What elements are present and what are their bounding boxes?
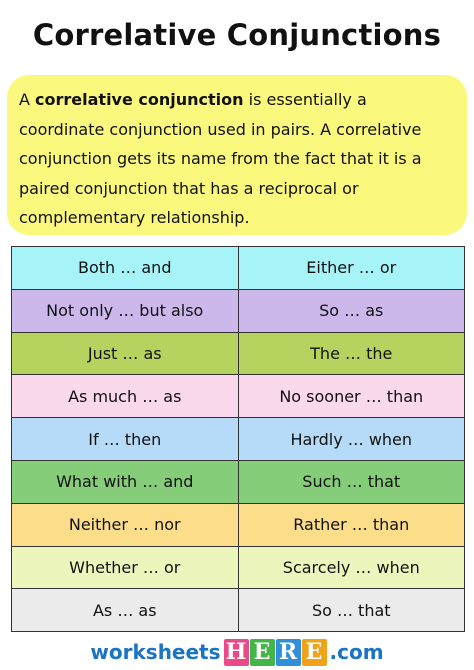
conjunction-table xyxy=(11,246,465,632)
table-row xyxy=(12,589,464,631)
conjunction-pair-left: If … then xyxy=(12,418,239,460)
table-row xyxy=(12,504,464,547)
brand-letters xyxy=(224,639,328,666)
conjunction-pair-left: Just … as xyxy=(12,333,239,375)
brand-prefix: worksheets xyxy=(90,640,221,664)
table-row xyxy=(12,247,464,290)
brand-letter-box: E xyxy=(302,639,327,666)
brand-logo xyxy=(0,636,474,668)
brand-letter-box: H xyxy=(224,639,249,666)
conjunction-pair-right: So … as xyxy=(319,301,384,321)
brand-letter-box: E xyxy=(250,639,275,666)
conjunction-pair-right: Either … or xyxy=(306,258,397,278)
table-row xyxy=(12,290,464,333)
conjunction-pair-left: Both … and xyxy=(12,247,239,289)
definition-text-rest: is essentially a coordinate conjunction used in pairs. A correlative conjunction gets its name from the fact that it is a paired conjunction that has a reciprocal or complementary relationship. xyxy=(19,90,422,227)
conjunction-pair-right: The … the xyxy=(310,343,393,363)
conjunction-pair-right: Scarcely … when xyxy=(282,557,420,577)
page-title: Correlative Conjunctions xyxy=(32,18,442,52)
table-row xyxy=(12,418,464,461)
conjunction-pair-left: As much … as xyxy=(12,375,239,417)
conjunction-pair-left: Not only … but also xyxy=(12,290,239,332)
conjunction-pair-right: No sooner … than xyxy=(279,386,424,406)
definition-text-start: A xyxy=(19,90,36,109)
conjunction-pair-right: Such … that xyxy=(302,472,401,492)
definition-box xyxy=(7,75,467,235)
table-row xyxy=(12,333,464,376)
brand-suffix: .com xyxy=(329,640,384,664)
table-row xyxy=(12,461,464,504)
conjunction-pair-left: As … as xyxy=(12,589,239,631)
definition-term: correlative conjunction xyxy=(35,90,244,109)
table-row xyxy=(12,547,464,590)
conjunction-pair-left: Whether … or xyxy=(12,547,239,589)
conjunction-pair-left: What with … and xyxy=(12,461,239,503)
conjunction-pair-right: Hardly … when xyxy=(290,429,413,449)
table-row xyxy=(12,375,464,418)
conjunction-pair-left: Neither … nor xyxy=(12,504,239,546)
brand-letter-box: R xyxy=(276,639,301,666)
conjunction-pair-right: So … that xyxy=(311,600,391,620)
conjunction-pair-right: Rather … than xyxy=(293,515,410,535)
